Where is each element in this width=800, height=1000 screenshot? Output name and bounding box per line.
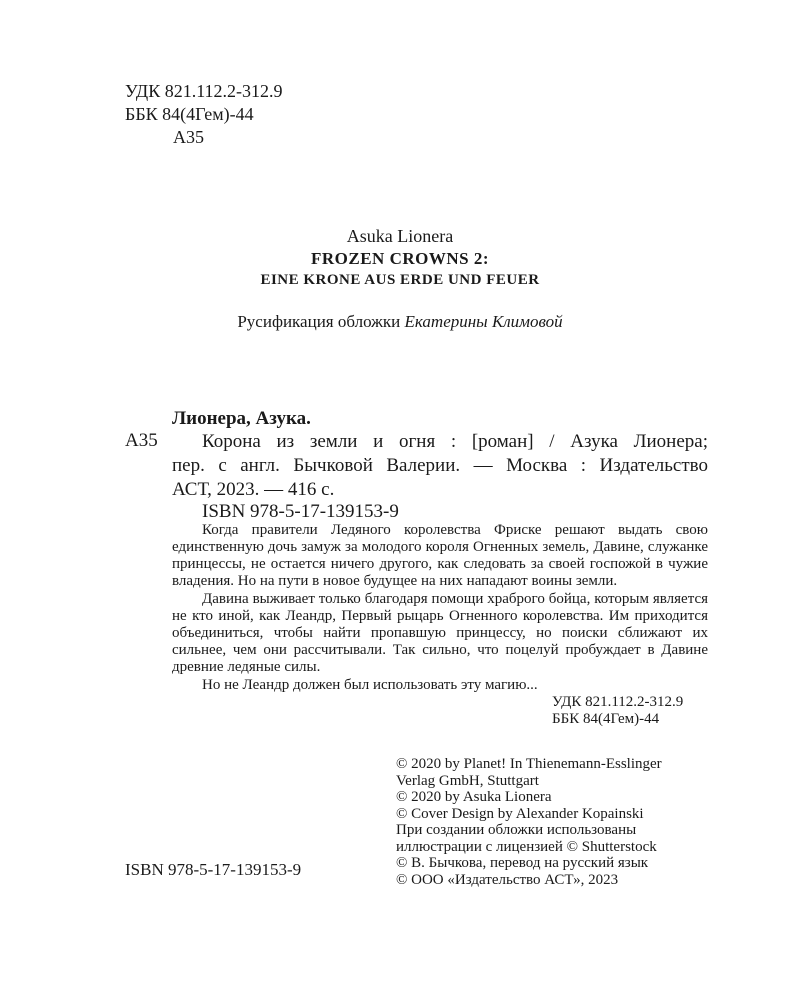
bibliography-isbn: ISBN 978-5-17-139153-9 bbox=[202, 501, 399, 522]
bibliography-line3: АСТ, 2023. — 416 с. bbox=[172, 479, 335, 500]
isbn-bottom: ISBN 978-5-17-139153-9 bbox=[125, 860, 302, 879]
bibliography-line1: Корона из земли и огня : [роман] / Азука Лионера; bbox=[202, 431, 708, 452]
copyright-line: При создании обложки использованы bbox=[396, 822, 637, 838]
copyright-block bbox=[396, 756, 662, 888]
cover-rusification-name: Екатерины Климовой bbox=[404, 312, 563, 331]
classification-codes-top bbox=[125, 80, 283, 149]
copyright-line: © ООО «Издательство АСТ», 2023 bbox=[396, 871, 619, 888]
annotation bbox=[172, 522, 708, 694]
udk-code: УДК 821.112.2-312.9 bbox=[552, 694, 684, 710]
copyright-line: © Cover Design by Alexander Kopainski bbox=[396, 805, 644, 822]
original-title-line2: EINE KRONE AUS ERDE UND FEUER bbox=[260, 272, 540, 288]
author-sign: А35 bbox=[173, 127, 204, 147]
bbk-code: ББК 84(4Гем)-44 bbox=[552, 711, 660, 727]
annotation-paragraph: Но не Леандр должен был использовать эту магию... bbox=[202, 677, 538, 693]
annotation-paragraph: Когда правители Ледяного королевства Фриске решают выдать свою единственную дочь замуж за молодого короля Огненных земель, Давине, служанке принцессы, не остается ничего другого, как следовать за своей госпожой в чужие владения. Но на пути в новое будущее на них нападают воины земли. bbox=[172, 522, 708, 589]
classification-codes-right bbox=[552, 694, 683, 728]
bibliography-author-heading: Лионера, Азука. bbox=[172, 408, 311, 429]
copyright-line: © 2020 by Planet! In Thienemann-Esslinger bbox=[396, 756, 662, 772]
annotation-paragraph: Давина выживает только благодаря помощи храброго бойца, которым является не кто иной, как Леандр, Первый рыцарь Огненного королевства. Им приходится объединиться, чтобы найти пропавшую принцессу, но поиски сближают их сильнее, чем они рассчитывали. Так сильно, что поцелуй пробуждает в Давине древние ледяные силы. bbox=[172, 591, 708, 675]
copyright-line: Verlag GmbH, Stuttgart bbox=[396, 772, 539, 789]
cover-rusification-prefix: Русификация обложки bbox=[237, 312, 401, 331]
bibliography-description bbox=[172, 430, 708, 502]
udk-code: УДК 821.112.2-312.9 bbox=[125, 81, 283, 101]
copyright-line: иллюстрации с лицензией © Shutterstock bbox=[396, 838, 657, 855]
copyright-line: © 2020 by Asuka Lionera bbox=[396, 789, 552, 805]
original-title-line1: FROZEN CROWNS 2: bbox=[310, 249, 489, 268]
copyright-line: © В. Бычкова, перевод на русский язык bbox=[396, 855, 649, 871]
cover-rusification bbox=[0, 312, 800, 332]
bibliography-author-sign: А35 bbox=[125, 430, 158, 451]
bbk-code: ББК 84(4Гем)-44 bbox=[125, 104, 254, 124]
original-author: Asuka Lionera bbox=[346, 226, 454, 246]
bibliography-line2: пер. с англ. Бычковой Валерии. — Москва : Издательство bbox=[172, 455, 708, 476]
